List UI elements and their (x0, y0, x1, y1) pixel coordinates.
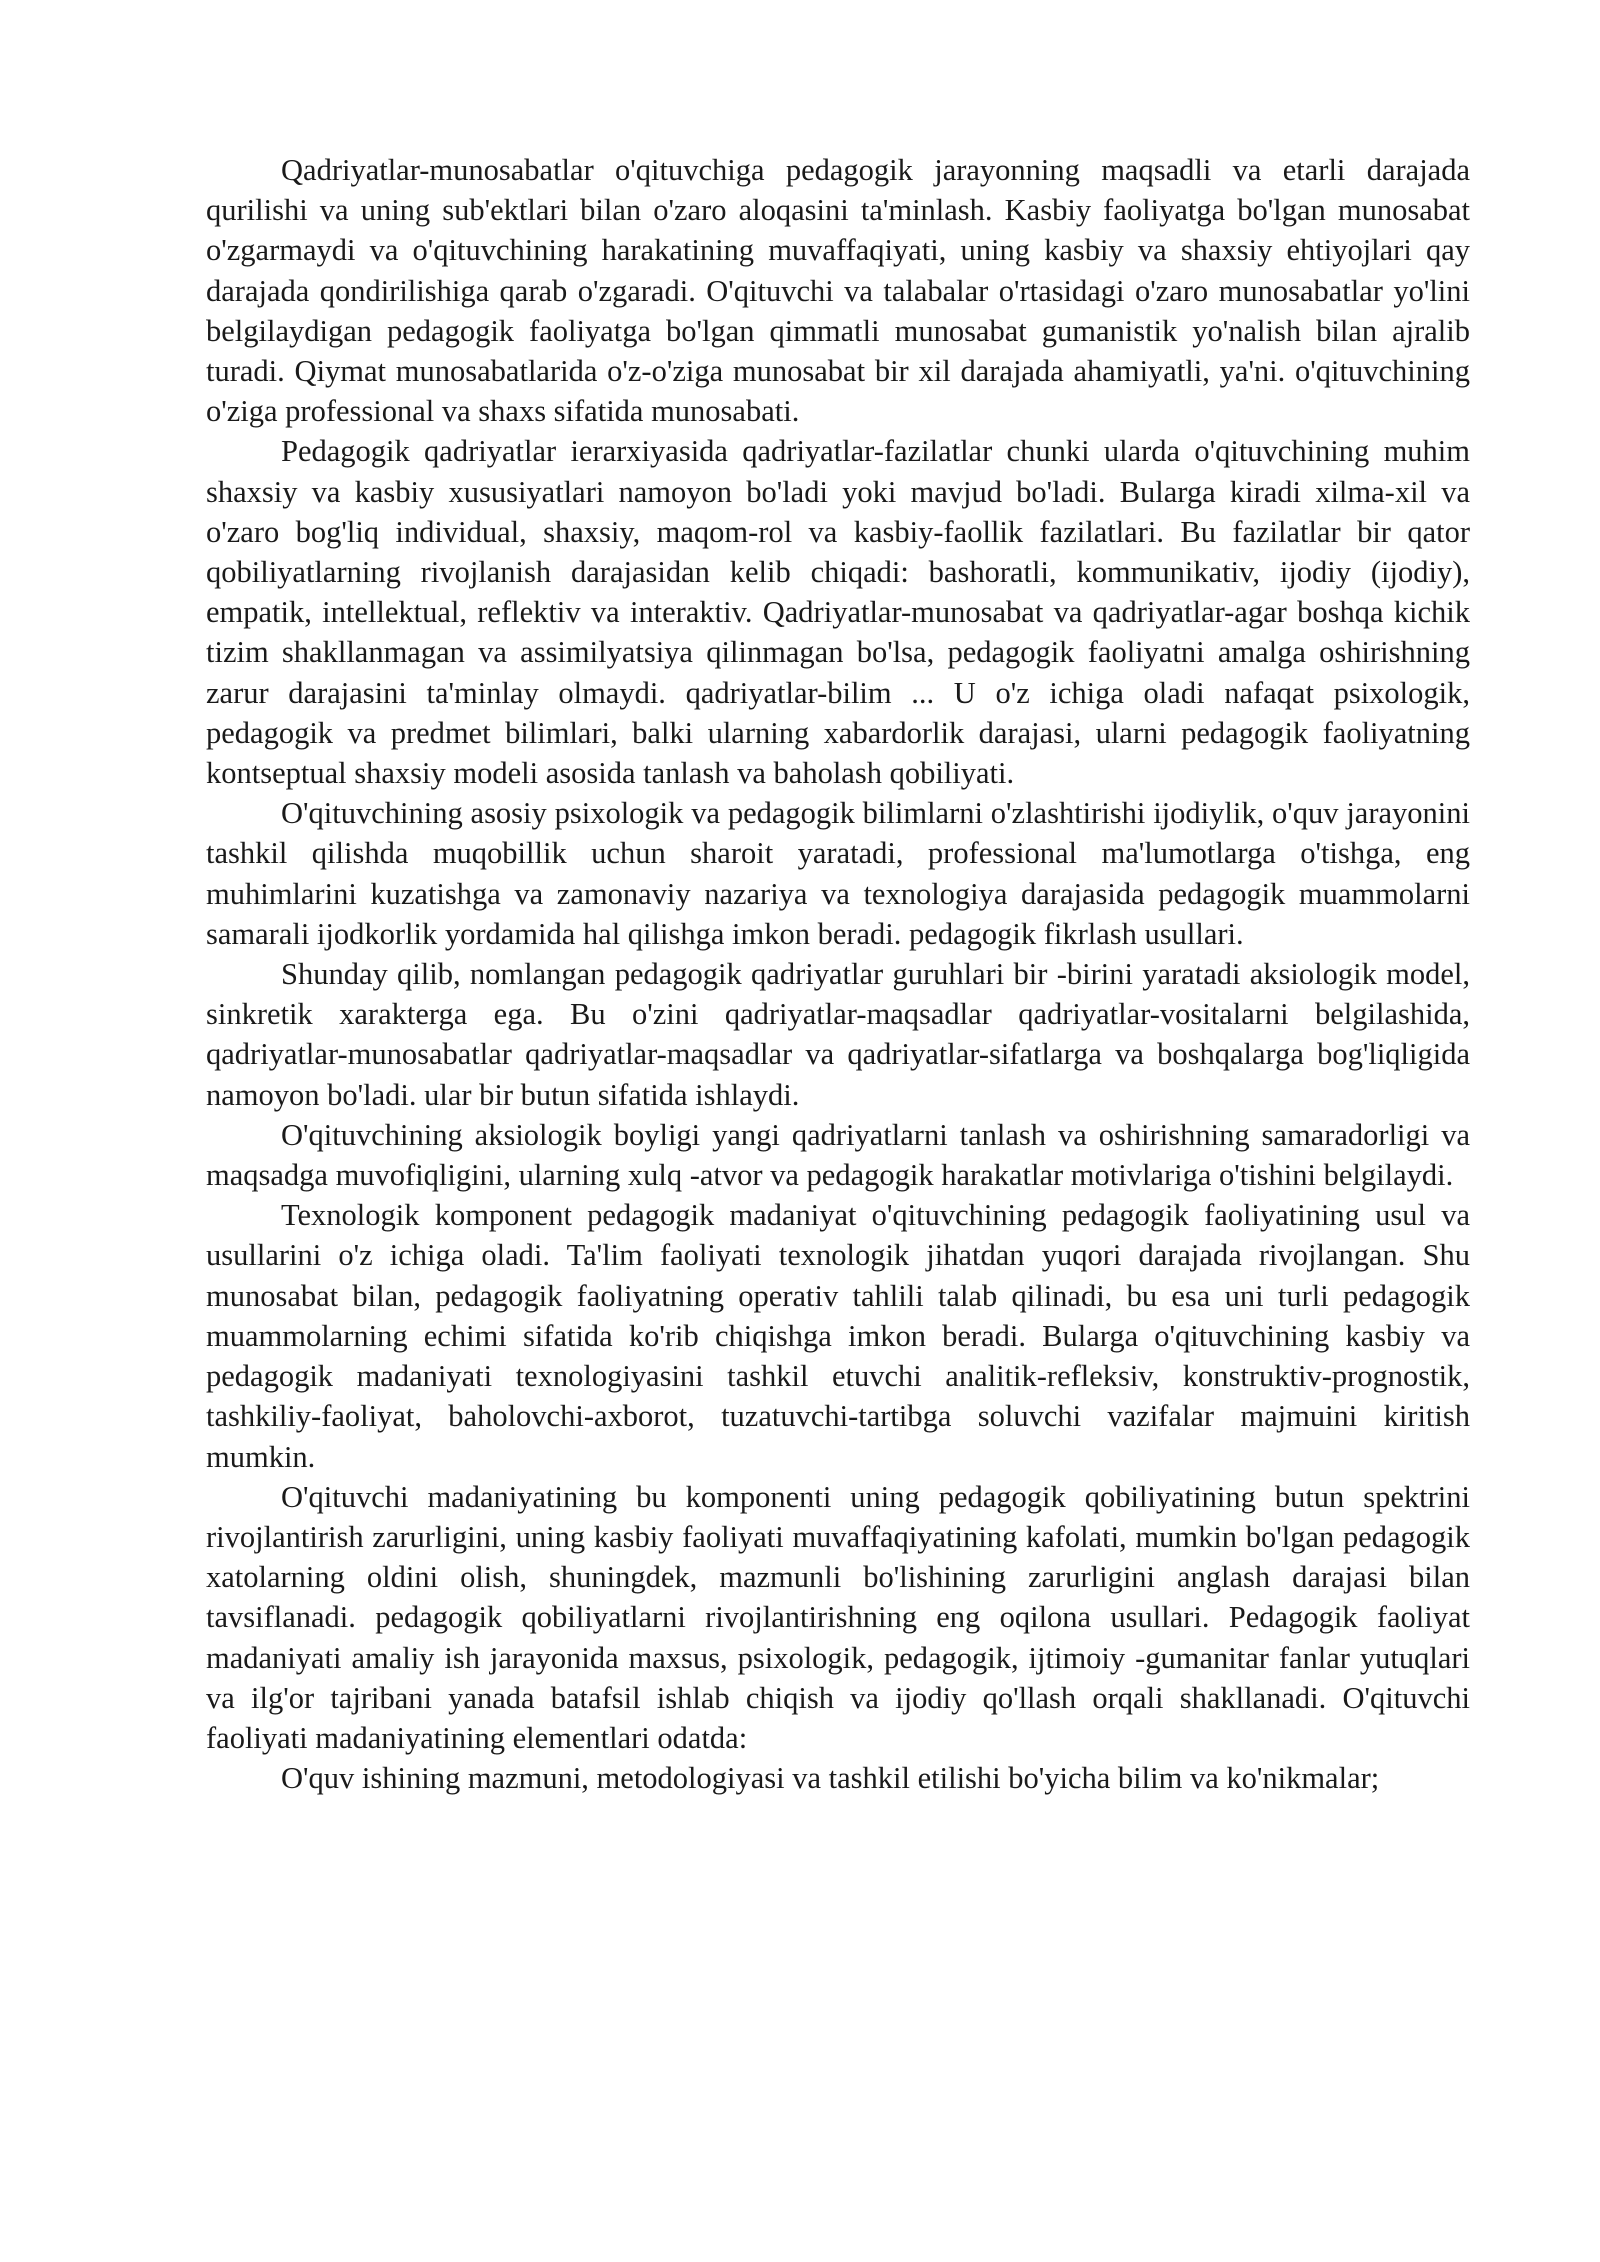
paragraph: O'qituvchining asosiy psixologik va pedagogik bilimlarni o'zlashtirishi ijodiylik, o'quv jarayonini tashkil qilishda muqobillik uchun sharoit yaratadi, professional ma'lumotlarga o'tishga, eng muhimlarini kuzatishga va zamonaviy nazariya va texnologiya darajasida pedagogik muammolarni samarali ijodkorlik yordamida hal qilishga imkon beradi. pedagogik fikrlash usullari. (206, 796, 1470, 951)
paragraph: O'qituvchining aksiologik boyligi yangi qadriyatlarni tanlash va oshirishning samaradorligi va maqsadga muvofiqligini, ularning xulq -atvor va pedagogik harakatlar motivlariga o'tishini belgilaydi. (206, 1117, 1470, 1193)
paragraph: O'qituvchi madaniyatining bu komponenti uning pedagogik qobiliyatining butun spektrini rivojlantirish zarurligini, uning kasbiy faoliyati muvaffaqiyatining kafolati, mumkin bo'lgan pedagogik xatolarning oldini olish, shuningdek, mazmunli bo'lishining zarurligini anglash darajasi bilan tavsiflanadi. pedagogik qobiliyatlarni rivojlantirishning eng oqilona usullari. Pedagogik faoliyat madaniyati amaliy ish jarayonida maxsus, psixologik, pedagogik, ijtimoiy -gumanitar fanlar yutuqlari va ilg'or tajribani yanada batafsil ishlab chiqish va ijodiy qo'llash orqali shakllanadi. O'qituvchi faoliyati madaniyatining elementlari odatda: (206, 1479, 1470, 1755)
paragraph: O'quv ishining mazmuni, metodologiyasi va tashkil etilishi bo'yicha bilim va ko'nikmalar; (281, 1761, 1380, 1796)
document-page (206, 150, 1470, 1798)
paragraph: Pedagogik qadriyatlar ierarxiyasida qadriyatlar-fazilatlar chunki ularda o'qituvchining muhim shaxsiy va kasbiy xususiyatlari namoyon bo'ladi yoki mavjud bo'ladi. Bularga kiradi xilma-xil va o'zaro bog'liq individual, shaxsiy, maqom-rol va kasbiy-faollik fazilatlari. Bu fazilatlar bir qator qobiliyatlarning rivojlanish darajasidan kelib chiqadi: bashoratli, kommunikativ, ijodiy (ijodiy), empatik, intellektual, reflektiv va interaktiv. Qadriyatlar-munosabat va qadriyatlar-agar boshqa kichik tizim shakllanmagan va assimilyatsiya qilinmagan bo'lsa, pedagogik faoliyatni amalga oshirishning zarur darajasini ta'minlay olmaydi. qadriyatlar-bilim ... U o'z ichiga oladi nafaqat psixologik, pedagogik va predmet bilimlari, balki ularning xabardorlik darajasi, ularni pedagogik faoliyatning kontseptual shaxsiy modeli asosida tanlash va baholash qobiliyati. (206, 434, 1470, 791)
paragraph: Shunday qilib, nomlangan pedagogik qadriyatlar guruhlari bir -birini yaratadi aksiologik model, sinkretik xarakterga ega. Bu o'zini qadriyatlar-maqsadlar qadriyatlar-vositalarni belgilashida, qadriyatlar-munosabatlar qadriyatlar-maqsadlar va qadriyatlar-sifatlarga va boshqalarga bog'liqligida namoyon bo'ladi. ular bir butun sifatida ishlaydi. (206, 957, 1470, 1112)
paragraph: Texnologik komponent pedagogik madaniyat o'qituvchining pedagogik faoliyatining usul va usullarini o'z ichiga oladi. Ta'lim faoliyati texnologik jihatdan yuqori darajada rivojlangan. Shu munosabat bilan, pedagogik faoliyatning operativ tahlili talab qilinadi, bu esa uni turli pedagogik muammolarning echimi sifatida ko'rib chiqishga imkon beradi. Bularga o'qituvchining kasbiy va pedagogik madaniyati texnologiyasini tashkil etuvchi analitik-refleksiv, konstruktiv-prognostik, tashkiliy-faoliyat, baholovchi-axborot, tuzatuvchi-tartibga soluvchi vazifalar majmuini kiritish mumkin. (206, 1198, 1470, 1474)
paragraph: Qadriyatlar-munosabatlar o'qituvchiga pedagogik jarayonning maqsadli va etarli darajada qurilishi va uning sub'ektlari bilan o'zaro aloqasini ta'minlash. Kasbiy faoliyatga bo'lgan munosabat o'zgarmaydi va o'qituvchining harakatining muvaffaqiyati, uning kasbiy va shaxsiy ehtiyojlari qay darajada qondirilishiga qarab o'zgaradi. O'qituvchi va talabalar o'rtasidagi o'zaro munosabatlar yo'lini belgilaydigan pedagogik faoliyatga bo'lgan qimmatli munosabat gumanistik yo'nalish bilan ajralib turadi. Qiymat munosabatlarida o'z-o'ziga munosabat bir xil darajada ahamiyatli, ya'ni. o'qituvchining o'ziga professional va shaxs sifatida munosabati. (206, 153, 1470, 429)
